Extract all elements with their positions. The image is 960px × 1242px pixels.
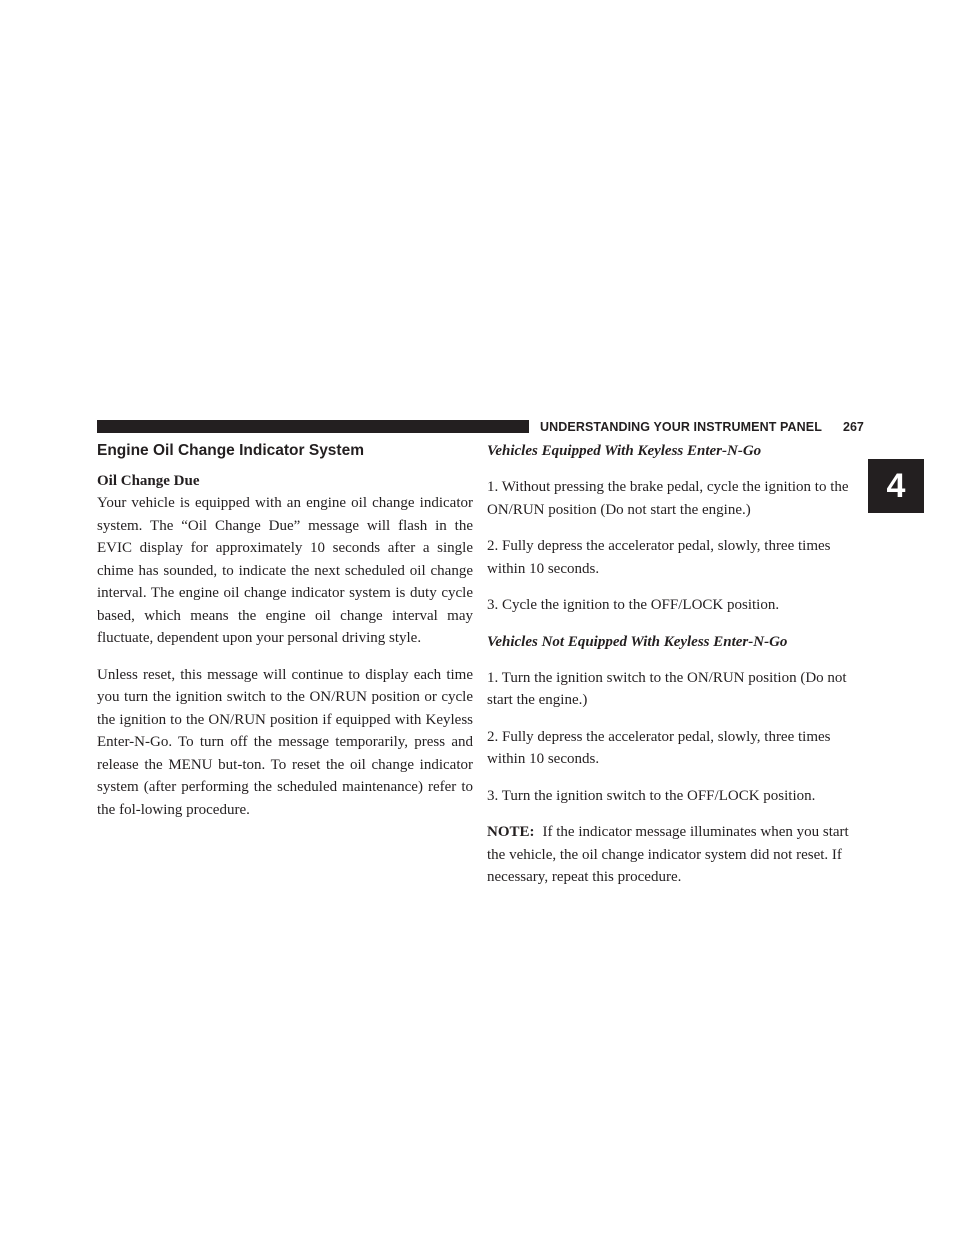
section-heading: Engine Oil Change Indicator System: [97, 442, 364, 459]
note-text: If the indicator message illuminates when you start the vehicle, the oil change indicator system did not reset. If necessary, repeat this procedure.: [487, 824, 849, 885]
nonkeyless-step-2: 2. Fully depress the accelerator pedal, slowly, three times within 10 seconds.: [487, 728, 831, 767]
note-paragraph: [487, 821, 863, 889]
nonkeyless-heading: Vehicles Not Equipped With Keyless Enter-N-Go: [487, 633, 788, 650]
header-rule: [97, 420, 529, 433]
nonkeyless-step-3: 3. Turn the ignition switch to the OFF/LOCK position.: [487, 787, 816, 804]
running-header-title: UNDERSTANDING YOUR INSTRUMENT PANEL: [540, 420, 822, 434]
keyless-step-3: 3. Cycle the ignition to the OFF/LOCK position.: [487, 597, 780, 613]
paragraph-reset: Unless reset, this message will continue to display each time you turn the ignition switch to the ON/RUN position or cycle the ignition to the ON/RUN position if equipped with Keyless Enter-N-Go. To turn off the message temporarily, press and release the MENU but-ton. To reset the oil change indicator system (after performing the scheduled maintenance) refer to the fol-lowing procedure.: [97, 666, 473, 818]
right-column: [487, 440, 863, 889]
subheading-oil-change-due: Oil Change Due: [97, 473, 200, 489]
keyless-step-1: 1. Without pressing the brake pedal, cycle the ignition to the ON/RUN position (Do not start the engine.): [487, 479, 849, 518]
paragraph-intro: Your vehicle is equipped with an engine oil change indicator system. The “Oil Change Due” message will flash in the EVIC display for approximately 10 seconds after a single chime has sounded, to indicate the next scheduled oil change interval. The engine oil change indicator system is duty cycle based, which means the engine oil change interval may fluctuate, dependent upon your personal driving style.: [97, 495, 473, 646]
nonkeyless-step-1: 1. Turn the ignition switch to the ON/RUN position (Do not start the engine.): [487, 669, 847, 708]
keyless-step-2: 2. Fully depress the accelerator pedal, slowly, three times within 10 seconds.: [487, 538, 831, 577]
keyless-heading: Vehicles Equipped With Keyless Enter-N-Go: [487, 443, 762, 459]
left-column: [97, 440, 473, 821]
chapter-tab: 4: [868, 459, 924, 513]
note-label: NOTE:: [487, 824, 535, 840]
page-number: 267: [843, 420, 864, 434]
